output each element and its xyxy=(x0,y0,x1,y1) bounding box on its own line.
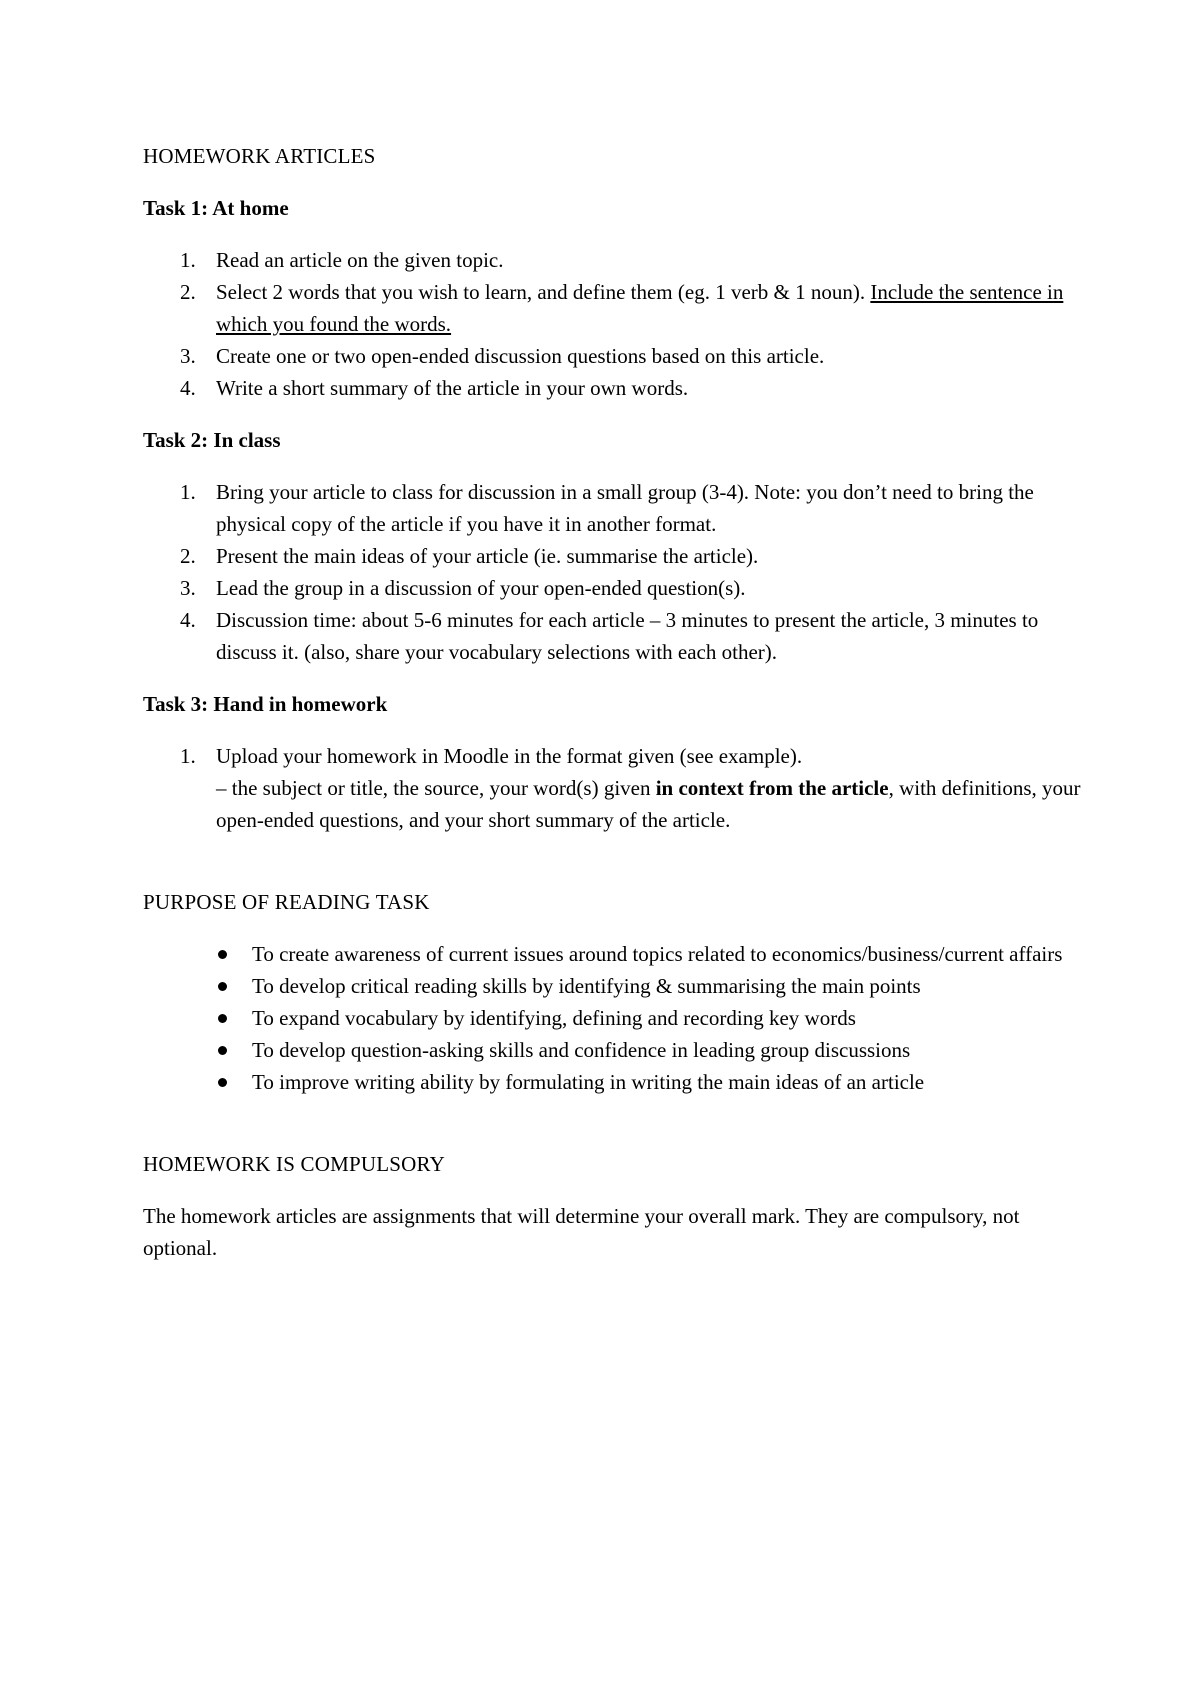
list-item: 1. Upload your homework in Moodle in the format given (see example). – the subject or title, the source, your word(s) given in context from the article, with definitions, your open-ended questions, and your short summary of the article. xyxy=(180,744,1081,832)
underlined-instruction: Include the sentence in which you found the words. xyxy=(216,280,1064,336)
bullet-icon xyxy=(218,1078,227,1087)
list-item: To develop critical reading skills by identifying & summarising the main points xyxy=(143,970,1083,1002)
bullet-icon xyxy=(218,1046,227,1055)
task3-list xyxy=(143,740,1083,836)
task1-list xyxy=(143,244,1083,404)
task2-title: Task 2: In class xyxy=(143,428,281,452)
list-item: 2. Present the main ideas of your article (ie. summarise the article). xyxy=(180,544,759,568)
list-item: To create awareness of current issues around topics related to economics/business/current affairs xyxy=(143,938,1083,970)
compulsory-title: HOMEWORK IS COMPULSORY xyxy=(143,1152,445,1176)
list-item: 4. Write a short summary of the article in your own words. xyxy=(180,376,689,400)
task3-title: Task 3: Hand in homework xyxy=(143,692,388,716)
bullet-icon xyxy=(218,982,227,991)
compulsory-text: The homework articles are assignments that will determine your overall mark. They are compulsory, not optional. xyxy=(143,1204,1020,1260)
document-page xyxy=(143,140,1083,1264)
task2-list xyxy=(143,476,1083,668)
purpose-title: PURPOSE OF READING TASK xyxy=(143,890,430,914)
purpose-list xyxy=(143,938,1083,1098)
list-item: 3. Create one or two open-ended discussion questions based on this article. xyxy=(180,344,825,368)
list-item: 1. Read an article on the given topic. xyxy=(180,248,504,272)
list-item: To expand vocabulary by identifying, defining and recording key words xyxy=(143,1002,1083,1034)
bold-emphasis: in context from the article xyxy=(655,776,889,800)
bullet-icon xyxy=(218,950,227,959)
list-item: To develop question-asking skills and confidence in leading group discussions xyxy=(143,1034,1083,1066)
list-item: 1. Bring your article to class for discussion in a small group (3-4). Note: you don’t need to bring the physical copy of the article if you have it in another format. xyxy=(180,480,1034,536)
document-title: HOMEWORK ARTICLES xyxy=(143,144,376,168)
list-item: 3. Lead the group in a discussion of your open-ended question(s). xyxy=(180,576,746,600)
task1-title: Task 1: At home xyxy=(143,196,289,220)
bullet-icon xyxy=(218,1014,227,1023)
list-item: To improve writing ability by formulating in writing the main ideas of an article xyxy=(143,1066,1083,1098)
list-item: 4. Discussion time: about 5-6 minutes for each article – 3 minutes to present the article, 3 minutes to discuss it. (also, share your vocabulary selections with each other). xyxy=(180,608,1039,664)
list-item: 2. Select 2 words that you wish to learn, and define them (eg. 1 verb & 1 noun). Include the sentence in which you found the words. xyxy=(180,280,1064,336)
